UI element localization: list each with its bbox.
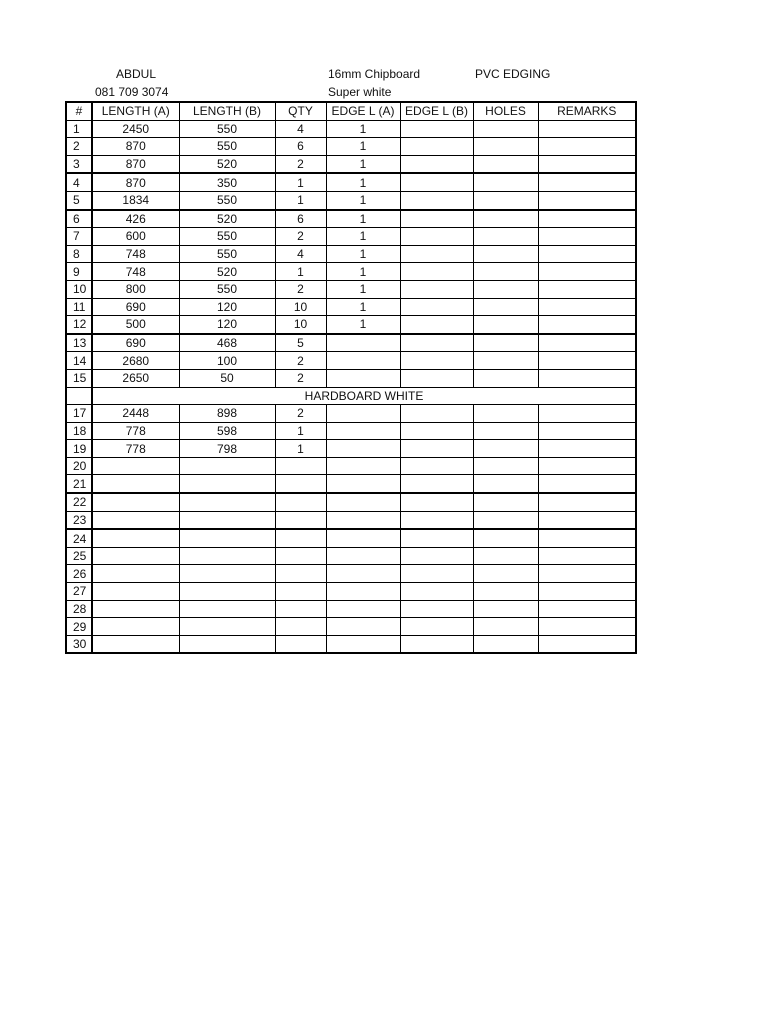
edge-a-cell: [326, 440, 400, 458]
remarks-cell: [538, 547, 636, 565]
length-b-cell: [179, 547, 275, 565]
edge-a-cell: 1: [326, 228, 400, 246]
remarks-cell: [538, 155, 636, 173]
edge-a-cell: 1: [326, 138, 400, 156]
table-row: [66, 529, 636, 547]
remarks-cell: [538, 369, 636, 387]
length-b-cell: 50: [179, 369, 275, 387]
table-row: [66, 298, 636, 316]
row-number: 8: [66, 245, 92, 263]
edge-a-cell: 1: [326, 120, 400, 138]
row-number: 28: [66, 600, 92, 618]
length-b-cell: [179, 475, 275, 493]
row-number: 3: [66, 155, 92, 173]
length-b-cell: 520: [179, 263, 275, 281]
remarks-cell: [538, 475, 636, 493]
edge-a-cell: [326, 618, 400, 636]
edge-a-cell: [326, 493, 400, 511]
holes-cell: [473, 298, 538, 316]
edge-b-cell: [400, 369, 473, 387]
remarks-cell: [538, 600, 636, 618]
row-number: 19: [66, 440, 92, 458]
row-number: 10: [66, 280, 92, 298]
edge-a-cell: [326, 369, 400, 387]
holes-cell: [473, 440, 538, 458]
table-row: [66, 511, 636, 529]
length-a-cell: 870: [92, 173, 179, 191]
row-number: 14: [66, 352, 92, 370]
holes-cell: [473, 191, 538, 209]
customer-phone: 081 709 3074: [95, 85, 169, 99]
remarks-cell: [538, 493, 636, 511]
holes-cell: [473, 493, 538, 511]
length-b-cell: 550: [179, 280, 275, 298]
column-header-length-b: LENGTH (B): [179, 102, 275, 120]
holes-cell: [473, 475, 538, 493]
length-a-cell: 748: [92, 245, 179, 263]
row-number: 13: [66, 334, 92, 352]
remarks-cell: [538, 457, 636, 475]
length-b-cell: [179, 565, 275, 583]
edge-b-cell: [400, 298, 473, 316]
qty-cell: 1: [275, 422, 326, 440]
holes-cell: [473, 210, 538, 228]
row-number: 26: [66, 565, 92, 583]
edge-b-cell: [400, 511, 473, 529]
column-header-number: #: [66, 102, 92, 120]
table-row: [66, 422, 636, 440]
qty-cell: [275, 600, 326, 618]
remarks-cell: [538, 511, 636, 529]
remarks-cell: [538, 565, 636, 583]
qty-cell: 10: [275, 298, 326, 316]
length-b-cell: 468: [179, 334, 275, 352]
edge-a-cell: [326, 405, 400, 423]
column-header-qty: QTY: [275, 102, 326, 120]
edge-a-cell: 1: [326, 155, 400, 173]
length-a-cell: 778: [92, 422, 179, 440]
holes-cell: [473, 583, 538, 601]
table-row: [66, 405, 636, 423]
edge-a-cell: [326, 635, 400, 653]
qty-cell: 2: [275, 228, 326, 246]
edge-a-cell: [326, 352, 400, 370]
edge-b-cell: [400, 334, 473, 352]
edge-b-cell: [400, 600, 473, 618]
length-a-cell: [92, 493, 179, 511]
edge-a-cell: 1: [326, 173, 400, 191]
remarks-cell: [538, 440, 636, 458]
table-row: [66, 493, 636, 511]
row-number: 12: [66, 316, 92, 334]
qty-cell: [275, 493, 326, 511]
edge-b-cell: [400, 457, 473, 475]
holes-cell: [473, 245, 538, 263]
row-number: [66, 387, 92, 405]
length-b-cell: 520: [179, 155, 275, 173]
qty-cell: [275, 547, 326, 565]
qty-cell: 1: [275, 191, 326, 209]
row-number: 1: [66, 120, 92, 138]
row-number: 2: [66, 138, 92, 156]
table-row: [66, 155, 636, 173]
length-a-cell: 2450: [92, 120, 179, 138]
length-b-cell: 898: [179, 405, 275, 423]
qty-cell: [275, 457, 326, 475]
edge-b-cell: [400, 316, 473, 334]
length-a-cell: 870: [92, 138, 179, 156]
row-number: 27: [66, 583, 92, 601]
length-a-cell: [92, 565, 179, 583]
edge-b-cell: [400, 352, 473, 370]
remarks-cell: [538, 245, 636, 263]
table-row: [66, 245, 636, 263]
remarks-cell: [538, 405, 636, 423]
table-row: [66, 191, 636, 209]
table-row: [66, 173, 636, 191]
holes-cell: [473, 228, 538, 246]
remarks-cell: [538, 228, 636, 246]
qty-cell: 1: [275, 440, 326, 458]
column-header-holes: HOLES: [473, 102, 538, 120]
table-row: [66, 334, 636, 352]
holes-cell: [473, 422, 538, 440]
qty-cell: [275, 565, 326, 583]
length-a-cell: [92, 635, 179, 653]
row-number: 5: [66, 191, 92, 209]
edge-b-cell: [400, 440, 473, 458]
edge-b-cell: [400, 583, 473, 601]
edge-b-cell: [400, 263, 473, 281]
length-b-cell: 520: [179, 210, 275, 228]
table-header-row: [66, 102, 636, 120]
table-row: [66, 280, 636, 298]
qty-cell: 4: [275, 245, 326, 263]
length-a-cell: [92, 511, 179, 529]
holes-cell: [473, 405, 538, 423]
length-a-cell: [92, 529, 179, 547]
length-a-cell: 690: [92, 298, 179, 316]
edge-a-cell: 1: [326, 280, 400, 298]
table-row: [66, 352, 636, 370]
holes-cell: [473, 635, 538, 653]
remarks-cell: [538, 422, 636, 440]
length-a-cell: [92, 547, 179, 565]
edge-b-cell: [400, 547, 473, 565]
column-header-edge-b: EDGE L (B): [400, 102, 473, 120]
length-a-cell: [92, 475, 179, 493]
qty-cell: 6: [275, 210, 326, 228]
remarks-cell: [538, 334, 636, 352]
edge-a-cell: 1: [326, 298, 400, 316]
length-a-cell: 2448: [92, 405, 179, 423]
remarks-cell: [538, 280, 636, 298]
length-b-cell: [179, 457, 275, 475]
holes-cell: [473, 547, 538, 565]
length-a-cell: 500: [92, 316, 179, 334]
table-row: [66, 228, 636, 246]
edge-b-cell: [400, 210, 473, 228]
column-header-remarks: REMARKS: [538, 102, 636, 120]
remarks-cell: [538, 583, 636, 601]
qty-cell: 1: [275, 263, 326, 281]
column-header-length-a: LENGTH (A): [92, 102, 179, 120]
edge-a-cell: [326, 529, 400, 547]
length-b-cell: [179, 618, 275, 636]
length-b-cell: 100: [179, 352, 275, 370]
length-a-cell: 2650: [92, 369, 179, 387]
length-b-cell: 550: [179, 245, 275, 263]
remarks-cell: [538, 120, 636, 138]
holes-cell: [473, 138, 538, 156]
table-row: [66, 565, 636, 583]
edge-b-cell: [400, 405, 473, 423]
edge-a-cell: 1: [326, 316, 400, 334]
length-b-cell: 598: [179, 422, 275, 440]
table-row: [66, 635, 636, 653]
length-b-cell: [179, 529, 275, 547]
holes-cell: [473, 529, 538, 547]
length-b-cell: 350: [179, 173, 275, 191]
table-row: [66, 316, 636, 334]
table-row: [66, 547, 636, 565]
edge-b-cell: [400, 565, 473, 583]
material-label: 16mm Chipboard: [328, 67, 421, 81]
length-a-cell: 690: [92, 334, 179, 352]
section-row: [66, 387, 636, 405]
qty-cell: 5: [275, 334, 326, 352]
qty-cell: [275, 618, 326, 636]
qty-cell: 10: [275, 316, 326, 334]
edge-b-cell: [400, 191, 473, 209]
edge-a-cell: [326, 565, 400, 583]
remarks-cell: [538, 618, 636, 636]
qty-cell: [275, 511, 326, 529]
row-number: 18: [66, 422, 92, 440]
table-row: [66, 600, 636, 618]
row-number: 17: [66, 405, 92, 423]
remarks-cell: [538, 138, 636, 156]
length-b-cell: [179, 493, 275, 511]
section-label: HARDBOARD WHITE: [92, 387, 636, 405]
edge-b-cell: [400, 155, 473, 173]
column-header-edge-a: EDGE L (A): [326, 102, 400, 120]
row-number: 22: [66, 493, 92, 511]
holes-cell: [473, 457, 538, 475]
table-row: [66, 263, 636, 281]
length-b-cell: 120: [179, 298, 275, 316]
row-number: 7: [66, 228, 92, 246]
edge-b-cell: [400, 529, 473, 547]
length-a-cell: 778: [92, 440, 179, 458]
color-label: Super white: [328, 85, 392, 99]
length-b-cell: 550: [179, 191, 275, 209]
length-a-cell: 600: [92, 228, 179, 246]
qty-cell: [275, 475, 326, 493]
remarks-cell: [538, 316, 636, 334]
holes-cell: [473, 316, 538, 334]
remarks-cell: [538, 191, 636, 209]
qty-cell: 2: [275, 352, 326, 370]
edge-a-cell: 1: [326, 263, 400, 281]
length-a-cell: [92, 618, 179, 636]
qty-cell: 1: [275, 173, 326, 191]
row-number: 24: [66, 529, 92, 547]
edge-b-cell: [400, 422, 473, 440]
qty-cell: 2: [275, 405, 326, 423]
length-b-cell: 550: [179, 138, 275, 156]
edge-b-cell: [400, 228, 473, 246]
length-b-cell: 120: [179, 316, 275, 334]
row-number: 25: [66, 547, 92, 565]
holes-cell: [473, 352, 538, 370]
length-b-cell: 798: [179, 440, 275, 458]
remarks-cell: [538, 352, 636, 370]
qty-cell: [275, 583, 326, 601]
length-b-cell: [179, 583, 275, 601]
row-number: 9: [66, 263, 92, 281]
holes-cell: [473, 173, 538, 191]
edge-a-cell: [326, 475, 400, 493]
remarks-cell: [538, 635, 636, 653]
edging-label: PVC EDGING: [475, 67, 551, 81]
length-b-cell: [179, 600, 275, 618]
holes-cell: [473, 334, 538, 352]
edge-b-cell: [400, 173, 473, 191]
row-number: 20: [66, 457, 92, 475]
edge-a-cell: [326, 511, 400, 529]
row-number: 6: [66, 210, 92, 228]
holes-cell: [473, 511, 538, 529]
table-row: [66, 120, 636, 138]
row-number: 11: [66, 298, 92, 316]
qty-cell: 2: [275, 280, 326, 298]
edge-b-cell: [400, 635, 473, 653]
table-row: [66, 440, 636, 458]
remarks-cell: [538, 263, 636, 281]
remarks-cell: [538, 173, 636, 191]
edge-b-cell: [400, 280, 473, 298]
length-a-cell: 2680: [92, 352, 179, 370]
holes-cell: [473, 120, 538, 138]
customer-name: ABDUL: [116, 67, 157, 81]
table-row: [66, 457, 636, 475]
row-number: 15: [66, 369, 92, 387]
cutting-list-table: [65, 101, 637, 654]
length-a-cell: [92, 583, 179, 601]
qty-cell: [275, 529, 326, 547]
remarks-cell: [538, 210, 636, 228]
row-number: 4: [66, 173, 92, 191]
table-row: [66, 369, 636, 387]
length-a-cell: 426: [92, 210, 179, 228]
length-a-cell: 800: [92, 280, 179, 298]
length-b-cell: [179, 635, 275, 653]
row-number: 23: [66, 511, 92, 529]
length-b-cell: 550: [179, 228, 275, 246]
qty-cell: 2: [275, 155, 326, 173]
row-number: 21: [66, 475, 92, 493]
edge-b-cell: [400, 245, 473, 263]
holes-cell: [473, 565, 538, 583]
length-a-cell: 1834: [92, 191, 179, 209]
holes-cell: [473, 280, 538, 298]
edge-a-cell: 1: [326, 245, 400, 263]
qty-cell: 6: [275, 138, 326, 156]
qty-cell: 2: [275, 369, 326, 387]
edge-a-cell: 1: [326, 210, 400, 228]
holes-cell: [473, 369, 538, 387]
table-row: [66, 138, 636, 156]
edge-b-cell: [400, 493, 473, 511]
length-b-cell: [179, 511, 275, 529]
edge-a-cell: 1: [326, 191, 400, 209]
length-a-cell: 748: [92, 263, 179, 281]
edge-b-cell: [400, 618, 473, 636]
edge-a-cell: [326, 334, 400, 352]
holes-cell: [473, 600, 538, 618]
edge-a-cell: [326, 457, 400, 475]
holes-cell: [473, 618, 538, 636]
length-a-cell: 870: [92, 155, 179, 173]
edge-b-cell: [400, 475, 473, 493]
edge-b-cell: [400, 120, 473, 138]
length-a-cell: [92, 600, 179, 618]
edge-a-cell: [326, 583, 400, 601]
qty-cell: [275, 635, 326, 653]
edge-a-cell: [326, 422, 400, 440]
holes-cell: [473, 263, 538, 281]
length-a-cell: [92, 457, 179, 475]
edge-a-cell: [326, 547, 400, 565]
table-row: [66, 618, 636, 636]
table-row: [66, 583, 636, 601]
table-row: [66, 475, 636, 493]
remarks-cell: [538, 298, 636, 316]
qty-cell: 4: [275, 120, 326, 138]
row-number: 29: [66, 618, 92, 636]
holes-cell: [473, 155, 538, 173]
edge-a-cell: [326, 600, 400, 618]
row-number: 30: [66, 635, 92, 653]
length-b-cell: 550: [179, 120, 275, 138]
edge-b-cell: [400, 138, 473, 156]
table-row: [66, 210, 636, 228]
remarks-cell: [538, 529, 636, 547]
